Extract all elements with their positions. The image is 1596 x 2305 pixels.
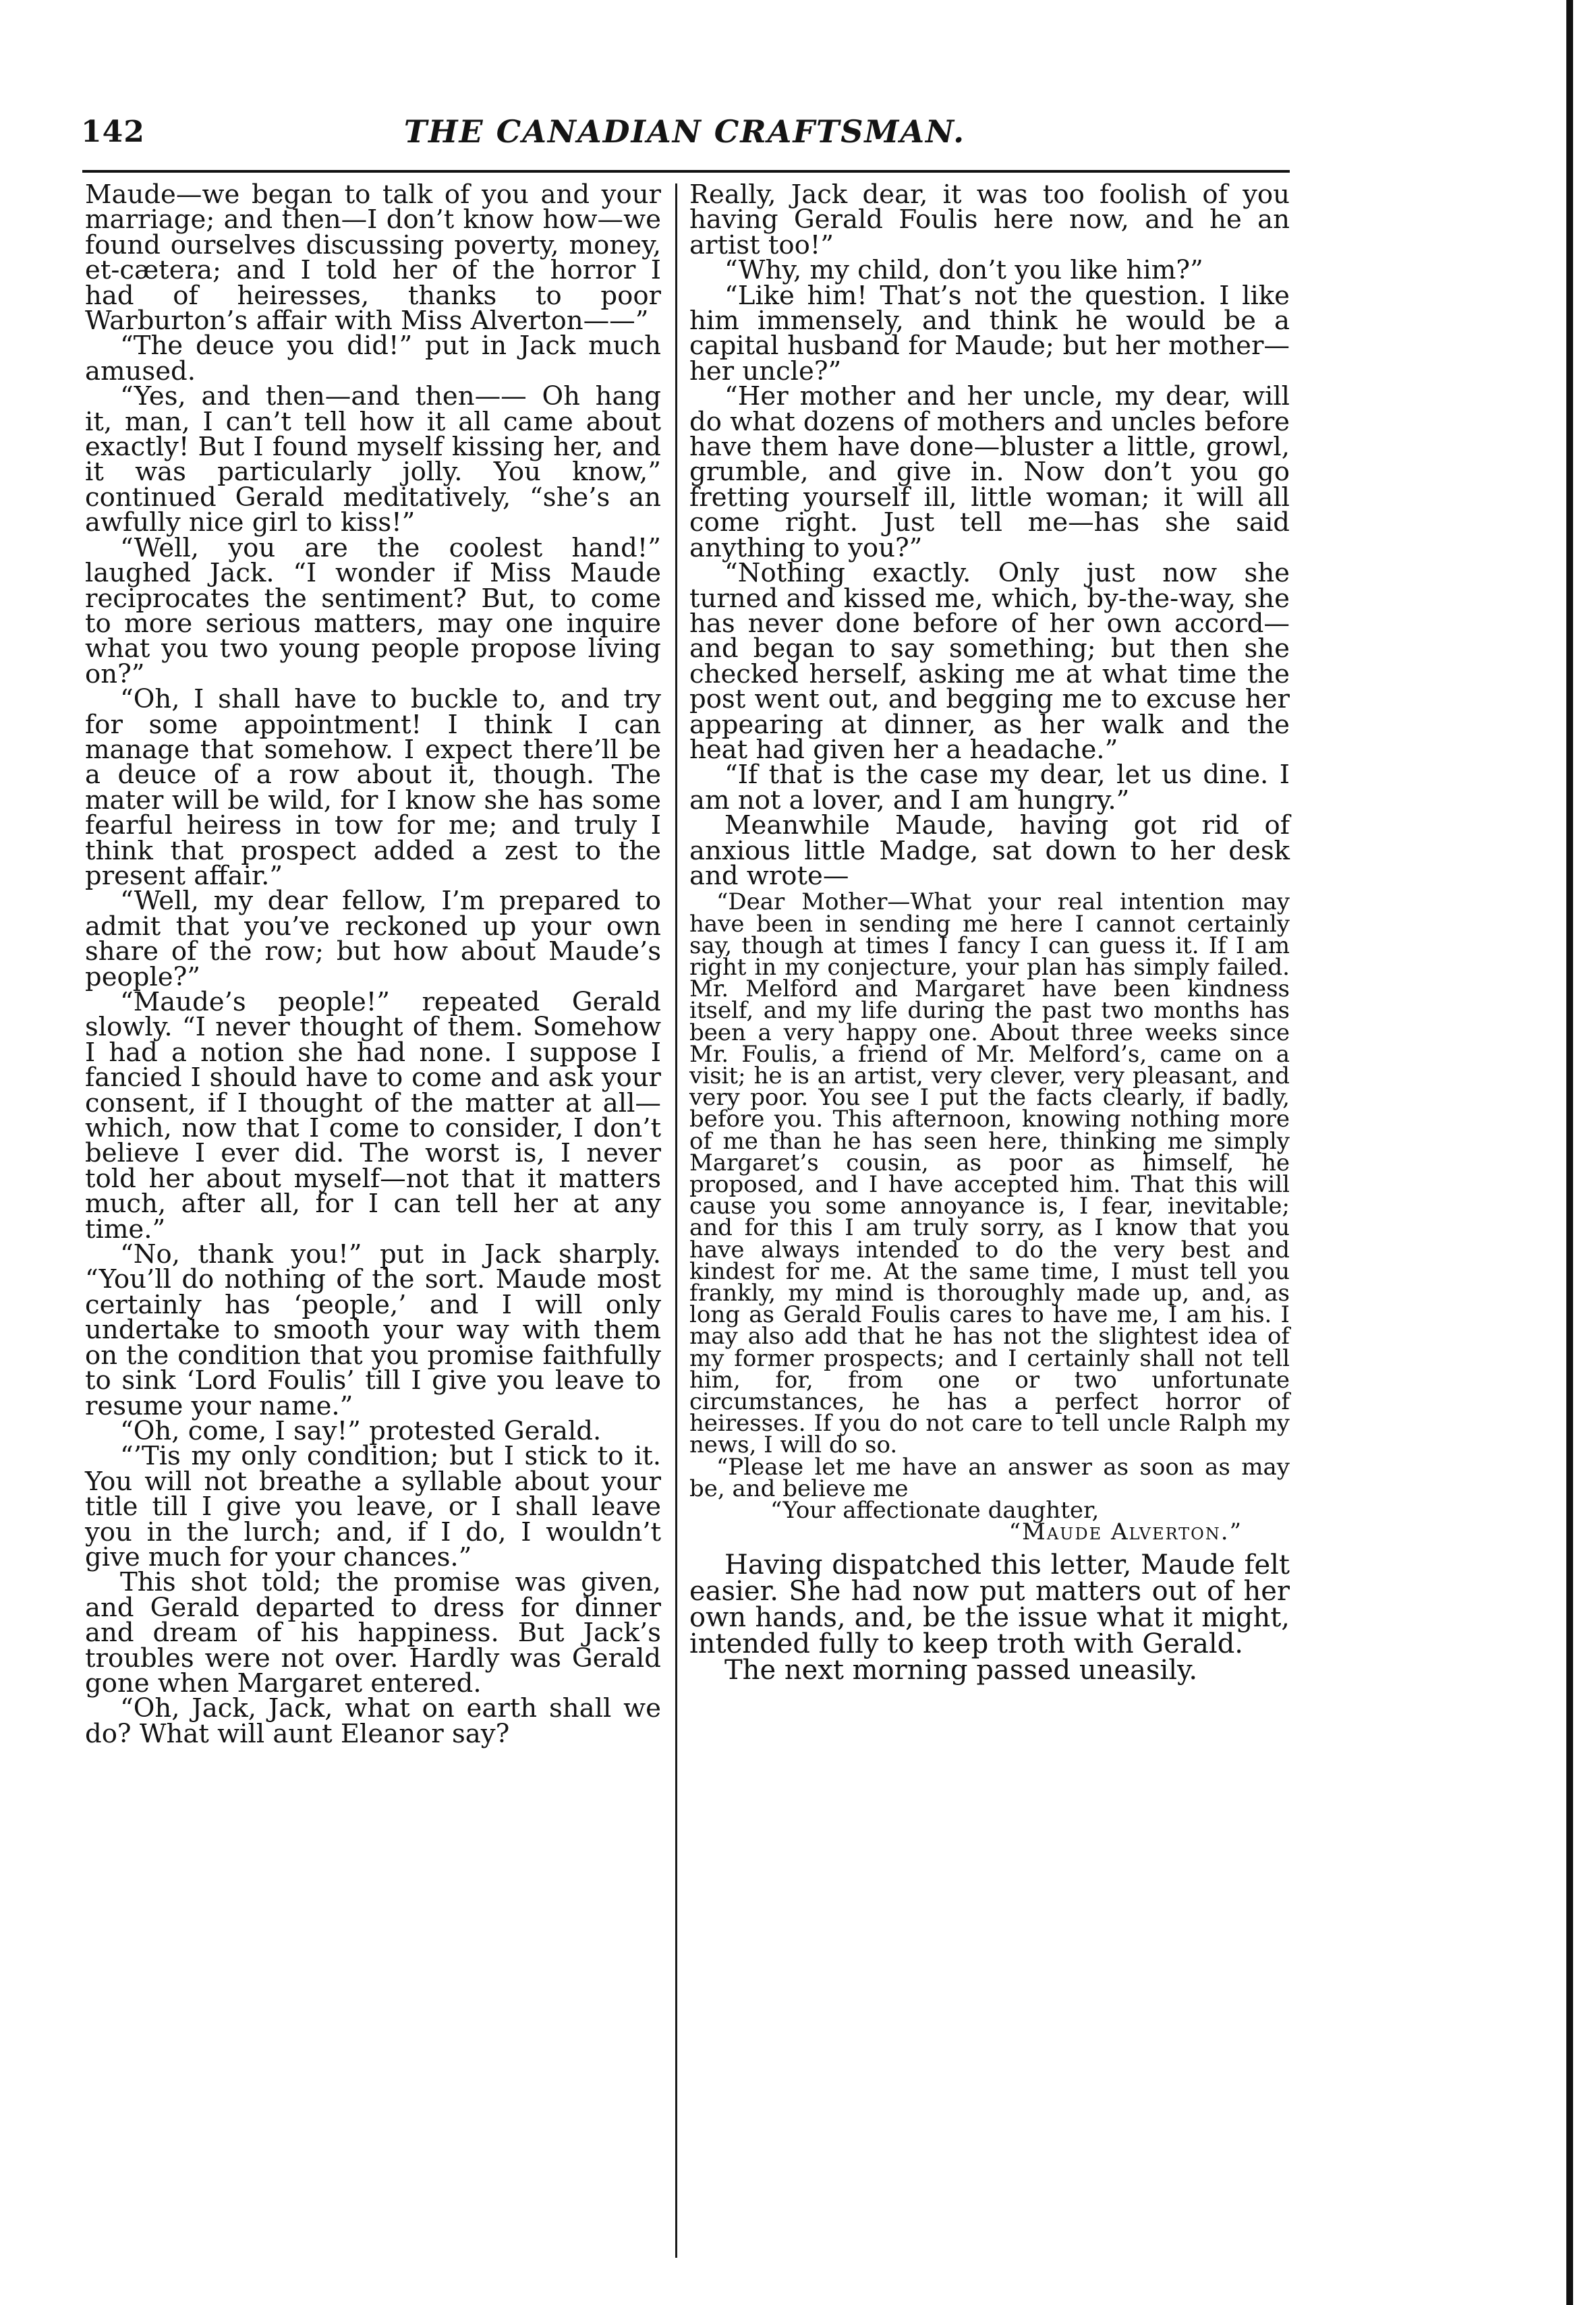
paragraph: “Yes, and then—and then—— Oh hang it, man, I can’t tell how it all came about exactly! But I found myself kissing her, and it was particularly jolly. You know,” continued Gerald meditatively, “she’s an awfully nice girl to kiss!”	[85, 381, 661, 538]
embedded-letter	[689, 888, 1290, 1546]
letter-body: “Dear Mother—What your real intention may have been in sending me here I cannot certainly say, though at times I fancy I can guess it. If I am right in my conjecture, your plan has simply failed. Mr. Melford and Margaret have been kindness itself, and my life during the past two months has been a very happy one. About three weeks since Mr. Foulis, a friend of Mr. Melford’s, came on a visit; he is an artist, very clever, very pleasant, and very poor. You see I put the facts clearly, if badly, before you. This afternoon, knowing nothing more of me than he has seen here, thinking me simply Margaret’s cousin, as poor as himself, he proposed, and I have accepted him. That this will cause you some annoyance is, I fear, inevitable; and for this I am truly sorry, as I know that you have always intended to do the very best and kindest for me. At the same time, I must tell you frankly, my mind is thoroughly made up, and, as long as Gerald Foulis cares to have me, I am his. I may also add that he has not the slightest idea of my former prospects; and I certainly shall not tell him, for, from one or two unfortunate circumstances, he has a perfect horror of heiresses. If you do not care to tell uncle Ralph my news, I will do so.	[689, 888, 1290, 1459]
paragraph: Maude—we began to talk of you and your marriage; and then—I don’t know how—we found ourselves discussing poverty, money, et-cætera; and I told her of the horror I had of heiresses, thanks to poor Warburton’s affair with Miss Alverton——”	[85, 179, 661, 337]
right-column	[689, 179, 1290, 1686]
paragraph: “Well, you are the coolest hand!” laughed Jack. “I wonder if Miss Maude reciprocates the sentiment? But, to come to more serious matters, may one inquire what you two young people propose living on?”	[85, 532, 661, 689]
paragraph: “No, thank you!” put in Jack sharply. “You’ll do nothing of the sort. Maude most certainly has ‘people,’ and I will only undertake to smooth your way with them on the condition that you promise faithfully to sink ‘Lord Foulis’ till I give you leave to resume your name.”	[85, 1239, 661, 1421]
post-letter-text	[689, 1549, 1290, 1686]
letter-sign-off: “Your affectionate daughter,	[770, 1497, 1100, 1525]
paragraph: “Like him! That’s not the question. I like him immensely, and think he would be a capital husband for Maude; but her mother—her uncle?”	[689, 280, 1290, 387]
paragraph: “’Tis my only condition; but I stick to it. You will not breathe a syllable about your title till I give you leave, or I shall leave you in the lurch; and, if I do, I wouldn’t give much for your chances.”	[85, 1441, 661, 1572]
paragraph: “The deuce you did!” put in Jack much amused.	[85, 331, 661, 387]
paragraph: “If that is the case my dear, let us dine. I am not a lover, and I am hungry.”	[689, 760, 1290, 816]
paragraph: “Maude’s people!” repeated Gerald slowly. “I never thought of them. Somehow I had a notion she had none. I suppose I fancied I should have to come and ask your consent, if I thought of the matter at all—which, now that I come to consider, I don’t believe I ever did. The worst is, I never told her about myself—not that it matters much, after all, for I can tell her at any time.”	[85, 987, 661, 1245]
page-edge-shadow	[1566, 0, 1573, 2305]
paragraph: Really, Jack dear, it was too foolish of you having Gerald Foulis here now, and he an artist too!”	[689, 179, 1290, 260]
paragraph: “Nothing exactly. Only just now she turned and kissed me, which, by-the-way, she has never done before of her own accord—and began to say something; but then she checked herself, asking me at what time the post went out, and begging me to excuse her appearing at dinner, as her walk and the heat had given her a headache.”	[689, 558, 1290, 765]
page-number: 142	[81, 115, 145, 149]
paragraph: “Why, my child, don’t you like him?”	[724, 255, 1203, 286]
paragraph: “Well, my dear fellow, I’m prepared to admit that you’ve reckoned up your own share of the row; but how about Maude’s people?”	[85, 886, 661, 992]
page-header	[61, 108, 1309, 155]
letter-closing: “Please let me have an answer as soon as may be, and believe me	[689, 1453, 1290, 1502]
running-title: THE CANADIAN CRAFTSMAN.	[403, 113, 966, 150]
paragraph: “Her mother and her uncle, my dear, will do what dozens of mothers and uncles before have them have done—bluster a little, growl, grumble, and give in. Now don’t you go fretting yourself ill, little woman; it will all come right. Just tell me—has she said anything to you?”	[689, 381, 1290, 563]
column-divider	[675, 183, 677, 2258]
paragraph: Meanwhile Maude, having got rid of anxious little Madge, sat down to her desk and wrote—	[689, 810, 1290, 891]
letter-signature: “Maude Alverton.”	[1008, 1518, 1243, 1546]
header-rule	[82, 170, 1290, 173]
paragraph: “Oh, come, I say!” protested Gerald.	[120, 1415, 602, 1446]
left-column	[85, 179, 661, 1749]
paragraph: This shot told; the promise was given, and Gerald departed to dress for dinner and dream of his happiness. But Jack’s troubles were not over. Hardly was Gerald gone when Margaret entered.	[85, 1567, 661, 1699]
paragraph: “Oh, Jack, Jack, what on earth shall we do? What will aunt Eleanor say?	[85, 1693, 661, 1749]
paragraph: Having dispatched this letter, Maude felt easier. She had now put matters out of her own hands, and, be the issue what it might, intended fully to keep troth with Gerald.	[689, 1549, 1290, 1659]
paragraph: The next morning passed uneasily.	[724, 1654, 1198, 1686]
paragraph: “Oh, I shall have to buckle to, and try for some appointment! I think I can manage that somehow. I expect there’ll be a deuce of a row about it, though. The mater will be wild, for I know she has some fearful heiress in tow for me; and truly I think that prospect added a zest to the present affair.”	[85, 684, 661, 891]
